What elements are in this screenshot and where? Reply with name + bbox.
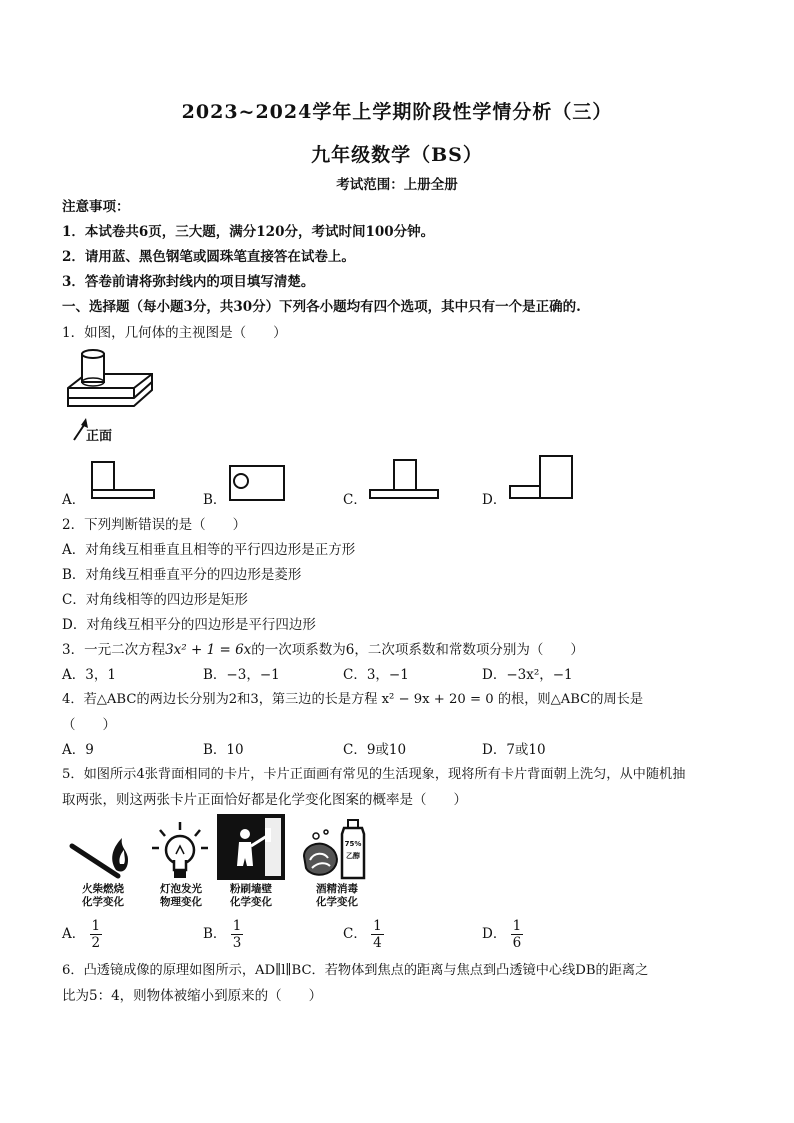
q3-option-c: C．3，−1 [343,667,409,683]
q3-option-b: B．−3，−1 [203,667,280,683]
q5-option-d-fraction: $\frac{1}{6}$ [512,918,522,951]
note-item-1: 1．本试卷共6页，三大题，满分120分，考试时间100分钟。 [62,224,435,240]
q1-solid-figure [64,348,164,448]
q5-option-a-fraction: $\frac{1}{2}$ [91,918,101,951]
q4-option-d: D．7或10 [482,742,546,758]
svg-text:乙醇: 乙醇 [346,852,360,860]
svg-text:75%: 75% [344,840,362,848]
exam-scope: 考试范围：上册全册 [336,177,458,193]
notes-heading: 注意事项： [62,199,130,215]
q1-option-b-label: B． [203,492,227,508]
q2-option-d: D．对角线互相平分的四边形是平行四边形 [62,617,316,633]
q5-option-c-fraction: $\frac{1}{4}$ [373,918,382,951]
q5-option-d: D． $\frac{1}{6}$ [482,918,522,951]
card-3-caption: 粉刷墙壁 化学变化 [230,883,272,908]
front-direction-label: 正面 [86,429,113,444]
light-bulb-icon [148,820,212,882]
question-2-stem: 2．下列判断错误的是（ ） [62,517,247,533]
section-heading: 一、选择题（每小题3分，共30分）下列各小题均有四个选项，其中只有一个是正确的. [62,299,581,315]
q1-option-d-figure [508,454,576,502]
card-1-caption: 火柴燃烧 化学变化 [82,883,124,908]
question-1-stem: 1．如图，几何体的主视图是（ ） [62,325,287,341]
card-4-caption: 酒精消毒 化学变化 [316,883,358,908]
q2-option-c: C．对角线相等的四边形是矩形 [62,592,248,608]
q3-equation: 3x² + 1 = 6x [165,642,252,658]
question-4-stem-cont: （ ） [62,717,116,733]
question-6-stem: 6．凸透镜成像的原理如图所示，AD∥l∥BC．若物体到焦点的距离与焦点到凸透镜中心线DB的距离之 [62,963,649,978]
question-6-stem-cont: 比为5：4，则物体被缩小到原来的（ ） [62,988,323,1004]
q2-option-b: B．对角线互相垂直平分的四边形是菱形 [62,567,302,583]
q5-option-b-fraction: $\frac{1}{3}$ [232,918,242,951]
note-item-3: 3．答卷前请将弥封线内的项目填写清楚。 [62,274,315,290]
q5-option-a: A． $\frac{1}{2}$ [62,918,101,951]
question-5-stem: 5．如图所示4张背面相同的卡片，卡片正面画有常见的生活现象，现将所有卡片背面朝上洗匀，从中随机抽 [62,767,686,782]
exam-title: 2023~2024学年上学期阶段性学情分析（三） [181,101,613,123]
note-item-2: 2．请用蓝、黑色钢笔或圆珠笔直接答在试卷上。 [62,249,355,265]
alcohol-disinfection-icon [300,816,380,882]
q1-option-d-label: D． [482,492,507,508]
question-3-stem [62,641,584,659]
q3-stem-b: 的一次项系数为6，二次项系数和常数项分别为（ ） [251,642,584,658]
q4-option-c: C．9或10 [343,742,407,758]
painting-wall-icon [217,814,285,882]
question-5-stem-cont: 取两张，则这两张卡片正面恰好都是化学变化图案的概率是（ ） [62,792,467,808]
q5-option-c: C． $\frac{1}{4}$ [343,918,382,951]
q1-option-a-label: A． [62,492,86,508]
q4-option-a: A．9 [62,742,94,758]
card-2-caption: 灯泡发光 物理变化 [160,883,202,908]
match-burning-icon [68,820,136,882]
question-4-stem: 4．若△ABC的两边长分别为2和3，第三边的长是方程 x² − 9x + 20 = 0 的根，则△ABC的周长是 [62,692,644,707]
q1-option-b-figure [228,464,288,504]
q1-option-c-label: C． [343,492,367,508]
q5-option-b: B． $\frac{1}{3}$ [203,918,242,951]
q3-option-d: D．−3x²，−1 [482,667,573,683]
q3-option-a: A．3，1 [62,667,116,683]
q1-option-a-figure [90,460,160,504]
q3-stem-a: 3．一元二次方程 [62,642,166,658]
q2-option-a: A．对角线互相垂直且相等的平行四边形是正方形 [62,542,356,558]
q4-option-b: B．10 [203,742,244,758]
exam-subtitle: 九年级数学（BS） [311,144,483,166]
q1-option-c-figure [368,458,442,502]
